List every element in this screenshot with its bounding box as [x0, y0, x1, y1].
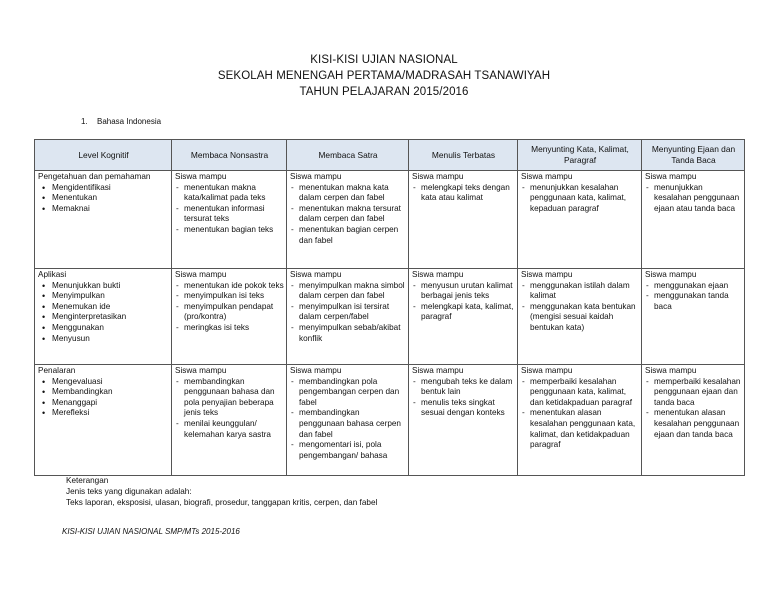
- cell-intro: Siswa mampu: [645, 172, 697, 181]
- table-row: [35, 365, 745, 476]
- cell-intro: Siswa mampu: [412, 366, 464, 375]
- cell-intro: Siswa mampu: [412, 270, 464, 279]
- section-heading: [81, 117, 161, 126]
- indicator-item: - memperbaiki kesalahan penggunaan kata, kalimat, dan ketidakpaduan paragraf: [530, 377, 639, 409]
- indicator-list: [645, 377, 742, 441]
- indicator-item: - menentukan alasan kesalahan penggunaan kata, kalimat, dan ketidakpaduan paragraf: [530, 408, 639, 450]
- indicator-item: - menyimpulkan sebab/akibat konflik: [299, 323, 406, 344]
- level-list-item: • Menginterpretasikan: [52, 312, 169, 323]
- indicator-cell: [409, 171, 518, 269]
- cell-intro: Siswa mampu: [412, 172, 464, 181]
- indicator-item: - menentukan informasi tersurat teks: [184, 204, 284, 225]
- indicator-item: - membandingkan pola pengembangan cerpen dan fabel: [299, 377, 406, 409]
- cell-intro: Siswa mampu: [175, 172, 227, 181]
- column-header: Membaca Nonsastra: [172, 140, 287, 171]
- indicator-item: - memperbaiki kesalahan penggunaan ejaan dan tanda baca: [654, 377, 742, 409]
- level-list-item: • Menyimpulkan: [52, 291, 169, 302]
- section-number: 1.: [81, 117, 88, 126]
- level-title: Aplikasi: [38, 270, 67, 279]
- indicator-list: [412, 281, 515, 323]
- level-list-item: • Menggunakan: [52, 323, 169, 334]
- cell-intro: Siswa mampu: [521, 172, 573, 181]
- indicator-cell: [287, 365, 409, 476]
- indicator-cell: [642, 269, 745, 365]
- cell-intro: Siswa mampu: [175, 270, 227, 279]
- title-line-1: KISI-KISI UJIAN NASIONAL: [310, 54, 458, 66]
- indicator-item: - menentukan alasan kesalahan penggunaan ejaan dan tanda baca: [654, 408, 742, 440]
- indicator-item: - menilai keunggulan/ kelemahan karya sastra: [184, 419, 284, 440]
- cell-intro: Siswa mampu: [290, 172, 342, 181]
- indicator-list: [290, 377, 406, 462]
- indicator-list: [645, 183, 742, 215]
- notes-line-2: Teks laporan, eksposisi, ulasan, biografi, prosedur, tanggapan kritis, cerpen, dan fabel: [66, 498, 378, 508]
- notes-heading: Keterangan: [66, 476, 109, 485]
- indicator-list: [175, 377, 284, 441]
- indicator-item: - menggunakan kata bentukan (mengisi sesuai kaidah bentukan kata): [530, 302, 639, 334]
- level-list-item: • Menanggapi: [52, 398, 169, 409]
- indicator-cell: [287, 171, 409, 269]
- grid-table: [34, 139, 745, 476]
- indicator-list: [645, 281, 742, 313]
- indicator-cell: [172, 365, 287, 476]
- indicator-list: [412, 377, 515, 419]
- indicator-item: - menyimpulkan isi teks: [184, 291, 284, 302]
- indicator-item: - membandingkan penggunaan bahasa cerpen dan fabel: [299, 408, 406, 440]
- level-list: [38, 183, 169, 215]
- level-list-item: • Menemukan ide: [52, 302, 169, 313]
- indicator-item: - menggunakan ejaan: [654, 281, 742, 292]
- level-cell: [35, 269, 172, 365]
- indicator-item: - menyimpulkan pendapat (pro/kontra): [184, 302, 284, 323]
- cell-intro: Siswa mampu: [290, 366, 342, 375]
- level-cell: [35, 171, 172, 269]
- level-list-item: • Menunjukkan bukti: [52, 281, 169, 292]
- table-row: [35, 171, 745, 269]
- level-list-item: • Mengidentifikasi: [52, 183, 169, 194]
- cell-intro: Siswa mampu: [521, 270, 573, 279]
- indicator-cell: [409, 365, 518, 476]
- table-header-row: [35, 140, 745, 171]
- level-list-item: • Menentukan: [52, 193, 169, 204]
- notes: [66, 475, 377, 509]
- indicator-cell: [518, 269, 642, 365]
- indicator-item: - menentukan makna kata dalam cerpen dan fabel: [299, 183, 406, 204]
- level-list: [38, 281, 169, 345]
- cell-intro: Siswa mampu: [175, 366, 227, 375]
- cell-intro: Siswa mampu: [521, 366, 573, 375]
- indicator-item: - menggunakan tanda baca: [654, 291, 742, 312]
- indicator-list: [412, 183, 515, 204]
- level-list-item: • Memaknai: [52, 204, 169, 215]
- indicator-cell: [518, 171, 642, 269]
- indicator-list: [175, 281, 284, 334]
- document-title: [0, 52, 768, 100]
- indicator-item: - melengkapi teks dengan kata atau kalimat: [421, 183, 515, 204]
- indicator-list: [290, 281, 406, 345]
- indicator-cell: [409, 269, 518, 365]
- cell-intro: Siswa mampu: [645, 270, 697, 279]
- indicator-item: - menunjukkan kesalahan penggunaan ejaan atau tanda baca: [654, 183, 742, 215]
- indicator-item: - menulis teks singkat sesuai dengan konteks: [421, 398, 515, 419]
- column-header: Menyunting Ejaan dan Tanda Baca: [642, 140, 745, 171]
- level-list: [38, 377, 169, 419]
- level-title: Pengetahuan dan pemahaman: [38, 172, 151, 181]
- indicator-item: - menentukan makna kata/kalimat pada teks: [184, 183, 284, 204]
- indicator-item: - membandingkan penggunaan bahasa dan pola penyajian beberapa jenis teks: [184, 377, 284, 419]
- indicator-cell: [642, 365, 745, 476]
- indicator-cell: [642, 171, 745, 269]
- title-line-2: SEKOLAH MENENGAH PERTAMA/MADRASAH TSANAWIYAH: [217, 70, 551, 82]
- indicator-list: [290, 183, 406, 247]
- column-header: Menyunting Kata, Kalimat, Paragraf: [518, 140, 642, 171]
- title-line-3: TAHUN PELAJARAN 2015/2016: [299, 86, 469, 98]
- indicator-cell: [518, 365, 642, 476]
- indicator-item: - menentukan bagian teks: [184, 225, 284, 236]
- cell-intro: Siswa mampu: [645, 366, 697, 375]
- indicator-cell: [172, 269, 287, 365]
- indicator-item: - menyimpulkan isi tersirat dalam cerpen/fabel: [299, 302, 406, 323]
- notes-line-1: Jenis teks yang digunakan adalah:: [66, 487, 192, 497]
- level-list-item: • Menyusun: [52, 334, 169, 345]
- indicator-item: - meringkas isi teks: [184, 323, 284, 334]
- table-row: [35, 269, 745, 365]
- indicator-cell: [287, 269, 409, 365]
- indicator-item: - menggunakan istilah dalam kalimat: [530, 281, 639, 302]
- indicator-list: [175, 183, 284, 236]
- column-header: Menulis Terbatas: [409, 140, 518, 171]
- level-list-item: • Merefleksi: [52, 408, 169, 419]
- level-list-item: • Membandingkan: [52, 387, 169, 398]
- indicator-item: - melengkapi kata, kalimat, paragraf: [421, 302, 515, 323]
- level-cell: [35, 365, 172, 476]
- cell-intro: Siswa mampu: [290, 270, 342, 279]
- indicator-list: [521, 281, 639, 334]
- table-body: [35, 171, 745, 476]
- level-list-item: • Mengevaluasi: [52, 377, 169, 388]
- indicator-item: - menyusun urutan kalimat berbagai jenis teks: [421, 281, 515, 302]
- indicator-item: - mengomentari isi, pola pengembangan/ bahasa: [299, 440, 406, 461]
- section-label: Bahasa Indonesia: [97, 117, 162, 126]
- indicator-item: - menentukan ide pokok teks: [184, 281, 284, 292]
- indicator-list: [521, 183, 639, 215]
- indicator-cell: [172, 171, 287, 269]
- indicator-item: - menyimpulkan makna simbol dalam cerpen dan fabel: [299, 281, 406, 302]
- footer-text: KISI-KISI UJIAN NASIONAL SMP/MTs 2015-2016: [62, 527, 240, 536]
- indicator-item: - menentukan bagian cerpen dan fabel: [299, 225, 406, 246]
- column-header: Level Kognitif: [35, 140, 172, 171]
- indicator-item: - mengubah teks ke dalam bentuk lain: [421, 377, 515, 398]
- column-header: Membaca Satra: [287, 140, 409, 171]
- indicator-item: - menunjukkan kesalahan penggunaan kata, kalimat, kepaduan paragraf: [530, 183, 639, 215]
- indicator-item: - menentukan makna tersurat dalam cerpen dan fabel: [299, 204, 406, 225]
- indicator-list: [521, 377, 639, 451]
- level-title: Penalaran: [38, 366, 76, 375]
